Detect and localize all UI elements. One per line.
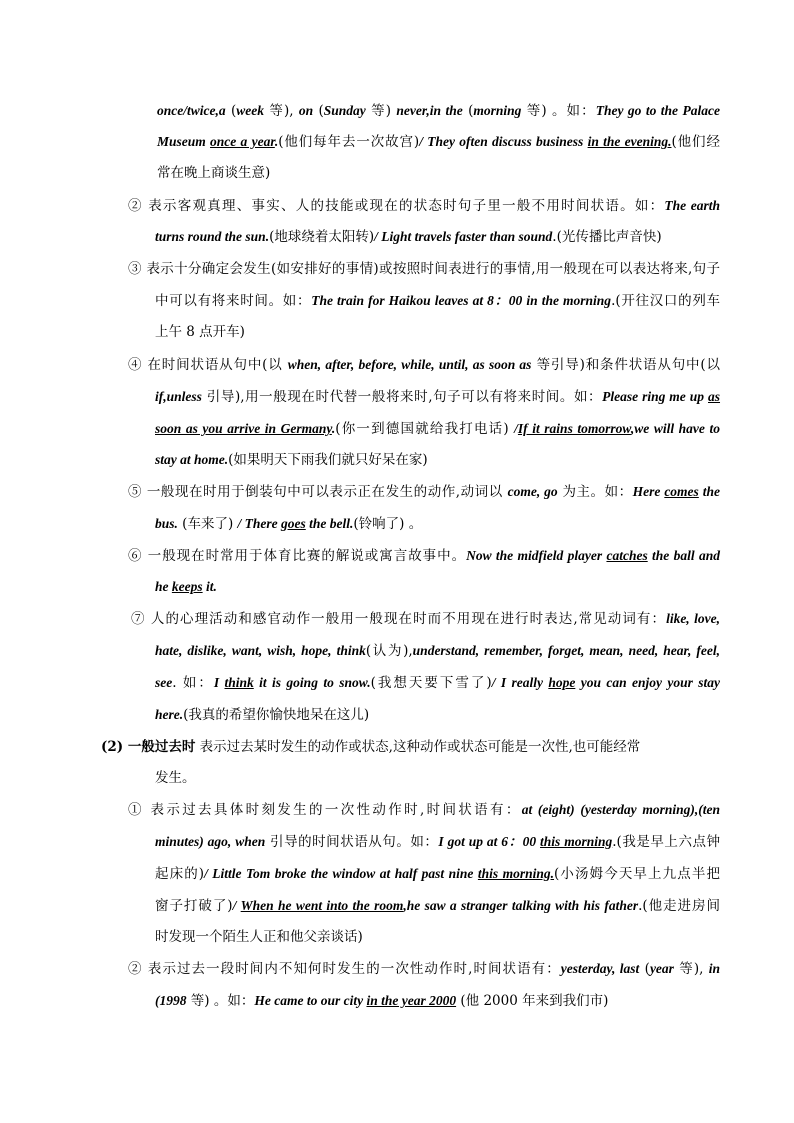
chinese-text: .(开往汉口的列车 <box>611 293 721 309</box>
chinese-text: .(他走进房间 <box>638 898 720 914</box>
chinese-text: ( <box>462 103 474 119</box>
english-example: come, go <box>507 484 558 499</box>
chinese-text: .(我是早上六点钟 <box>612 834 721 850</box>
chinese-text: 等) 。如： <box>521 103 596 119</box>
english-example: (1998 <box>155 993 187 1008</box>
chinese-text: (他 2000 年来到我们市) <box>456 993 609 1009</box>
english-example: see <box>155 675 173 690</box>
chinese-text: (车来了) <box>177 516 238 532</box>
chinese-text: . 如： <box>172 675 214 691</box>
text-line <box>155 515 720 533</box>
chinese-text: ( <box>639 961 650 977</box>
text-line <box>155 451 720 469</box>
chinese-text: (他们每年去一次故宫) <box>278 134 420 150</box>
chinese-text: 中可以有将来时间。如： <box>155 293 312 309</box>
english-example: it is going to snow. <box>253 675 371 690</box>
underlined-example: keeps <box>171 579 203 594</box>
english-example: Now the midfield player <box>466 548 607 563</box>
english-example: it. <box>202 579 217 594</box>
english-example: . <box>331 421 336 436</box>
chinese-text: 引导),用一般现在时代替一般将来时,句子可以有将来时间。如： <box>201 389 603 405</box>
english-example: Please ring me up <box>602 389 708 404</box>
text-line <box>155 897 720 915</box>
english-example: on <box>298 103 314 118</box>
english-example: / Little Tom broke the window at half past nine <box>204 866 478 881</box>
english-example: never,in the <box>396 103 463 118</box>
chinese-text: (铃响了) 。 <box>353 516 423 532</box>
text-line <box>155 642 720 660</box>
chinese-text: .(光传播比声音快) <box>552 229 662 245</box>
english-example: here. <box>155 707 184 722</box>
chinese-text: (你一到德国就给我打电话) <box>335 421 515 437</box>
chinese-text: (认为), <box>365 643 413 659</box>
text-line <box>101 738 661 756</box>
chinese-text: 起床的) <box>155 866 205 882</box>
chinese-text: ⑤ 一般现在时用于倒装句中可以表示正在发生的动作,动词以 <box>128 484 508 500</box>
chinese-text: ① 表示过去具体时刻发生的一次性动作时,时间状语有： <box>128 802 522 818</box>
english-example: / I really <box>491 675 549 690</box>
english-example: minutes) ago, when <box>155 834 266 849</box>
english-example: the ball and <box>647 548 720 563</box>
english-example: yesterday, last <box>560 961 640 976</box>
chinese-text: 等), <box>264 103 299 119</box>
english-example: when, after, before, while, until, as soon as <box>287 357 532 372</box>
english-example: / <box>232 898 241 913</box>
english-example: ,he saw a stranger talking with his father <box>403 898 639 913</box>
english-example: he <box>155 579 172 594</box>
english-example: understand, remember, forget, mean, need, hear, feel, <box>412 643 720 658</box>
text-line <box>157 164 720 182</box>
chinese-text: ② 表示过去一段时间内不知何时发生的一次性动作时,时间状语有： <box>128 961 561 977</box>
text-line <box>155 706 720 724</box>
english-example: morning <box>473 103 522 118</box>
english-example: Here <box>632 484 665 499</box>
text-line <box>128 547 720 565</box>
english-example: Museum <box>157 134 211 149</box>
text-line <box>155 323 720 341</box>
english-example: at (eight) (yesterday morning),(ten <box>521 802 720 817</box>
underlined-example: in the year 2000 <box>366 993 457 1008</box>
english-example: if,unless <box>155 389 202 404</box>
chinese-text: (地球绕着太阳转) <box>269 229 375 245</box>
underlined-example: this morning. <box>477 866 555 881</box>
underlined-example: once a year <box>210 134 275 149</box>
chinese-text: 等), <box>673 961 709 977</box>
chinese-text: 等引导)和条件状语从句中(以 <box>531 357 721 373</box>
english-example: year <box>649 961 674 976</box>
chinese-text: ④ 在时间状语从句中(以 <box>128 357 288 373</box>
english-example: hate, dislike, want, wish, hope, think <box>155 643 366 658</box>
text-line <box>128 801 720 819</box>
english-example: The earth <box>664 198 720 213</box>
english-example: stay at home. <box>155 452 229 467</box>
underlined-example: comes <box>664 484 699 499</box>
english-example: Sunday <box>323 103 366 118</box>
underlined-example: catches <box>606 548 648 563</box>
english-example: you can enjoy your stay <box>575 675 720 690</box>
text-line <box>131 610 720 628</box>
chinese-text: 为主。如： <box>557 484 633 500</box>
underlined-example: as <box>708 389 721 404</box>
chinese-text: ⑥ 一般现在时常用于体育比赛的解说或寓言故事中。 <box>128 548 467 564</box>
chinese-text: (我想天要下雪了) <box>370 675 492 691</box>
english-example: / <box>514 421 518 436</box>
text-line <box>155 928 720 946</box>
chinese-text: 时发现一个陌生人正和他父亲谈话) <box>155 929 363 945</box>
section-heading: (2) 一般过去时 <box>101 739 196 755</box>
chinese-text: 表示过去某时发生的动作或状态,这种动作或状态可能是一次性,也可能经常 <box>195 739 641 755</box>
chinese-text: (他们经 <box>671 134 720 150</box>
underlined-example: If it rains tomorrow <box>517 421 631 436</box>
english-example: the <box>698 484 720 499</box>
chinese-text: ② 表示客观真理、事实、人的技能或现在的状态时句子里一般不用时间状语。如： <box>128 198 665 214</box>
chinese-text: 常在晚上商谈生意) <box>157 165 271 181</box>
english-example: / Light travels faster than sound <box>374 229 553 244</box>
text-line <box>155 388 720 406</box>
text-line <box>128 197 720 215</box>
chinese-text: 上午 8 点开车) <box>155 324 245 340</box>
underlined-example: hope <box>548 675 576 690</box>
chinese-text: (小汤姆今天早上九点半把 <box>554 866 720 882</box>
english-example: The train for Haikou leaves at 8：00 in the morning <box>311 293 612 308</box>
english-example: turns round the sun. <box>155 229 270 244</box>
chinese-text: 发生。 <box>155 770 196 786</box>
text-line <box>155 833 720 851</box>
chinese-text: 窗子打破了) <box>155 898 233 914</box>
text-line <box>128 960 720 978</box>
chinese-text: ⑦ 人的心理活动和感官动作一般用一般现在时而不用现在进行时表达,常见动词有： <box>131 611 667 627</box>
text-line <box>155 420 720 438</box>
chinese-text: 等) <box>365 103 397 119</box>
chinese-text: ( <box>225 103 237 119</box>
chinese-text: 引导的时间状语从句。如： <box>265 834 439 850</box>
underlined-example: think <box>224 675 254 690</box>
text-line <box>155 228 720 246</box>
english-example: once/twice,a <box>157 103 226 118</box>
chinese-text: ③ 表示十分确定会发生(如安排好的事情)或按照时间表进行的事情,用一般现在可以表达将来,句子 <box>128 261 720 277</box>
text-line <box>155 674 720 692</box>
chinese-text: (如果明天下雨我们就只好呆在家) <box>228 452 428 468</box>
english-example: the bell. <box>305 516 354 531</box>
english-example: They go to the Palace <box>595 103 720 118</box>
english-example: bus. <box>155 516 178 531</box>
text-line <box>128 356 720 374</box>
english-example: / They often discuss business <box>419 134 588 149</box>
underlined-example: When he went into the room <box>240 898 404 913</box>
text-line <box>155 769 720 787</box>
text-line <box>155 992 720 1010</box>
chinese-text: (我真的希望你愉快地呆在这儿) <box>183 707 370 723</box>
text-line <box>155 578 720 596</box>
text-line <box>155 865 720 883</box>
text-line <box>128 483 720 501</box>
underlined-example: goes <box>281 516 306 531</box>
text-line <box>155 292 720 310</box>
text-line <box>157 102 720 120</box>
underlined-example: in the evening. <box>587 134 672 149</box>
text-line <box>157 133 720 151</box>
english-example: . <box>274 134 279 149</box>
english-example: / There <box>237 516 282 531</box>
english-example: He came to our city <box>254 993 367 1008</box>
underlined-example: soon as you arrive in Germany <box>155 421 332 436</box>
english-example: like, love, <box>666 611 720 626</box>
english-example: in <box>708 961 721 976</box>
english-example: I got up at 6：00 <box>438 834 541 849</box>
english-example: week <box>236 103 264 118</box>
chinese-text: 等) 。如： <box>186 993 255 1009</box>
chinese-text: ( <box>313 103 324 119</box>
underlined-example: this morning <box>540 834 613 849</box>
text-line <box>128 260 720 278</box>
english-example: ,we will have to <box>630 421 720 436</box>
english-example: I <box>213 675 225 690</box>
